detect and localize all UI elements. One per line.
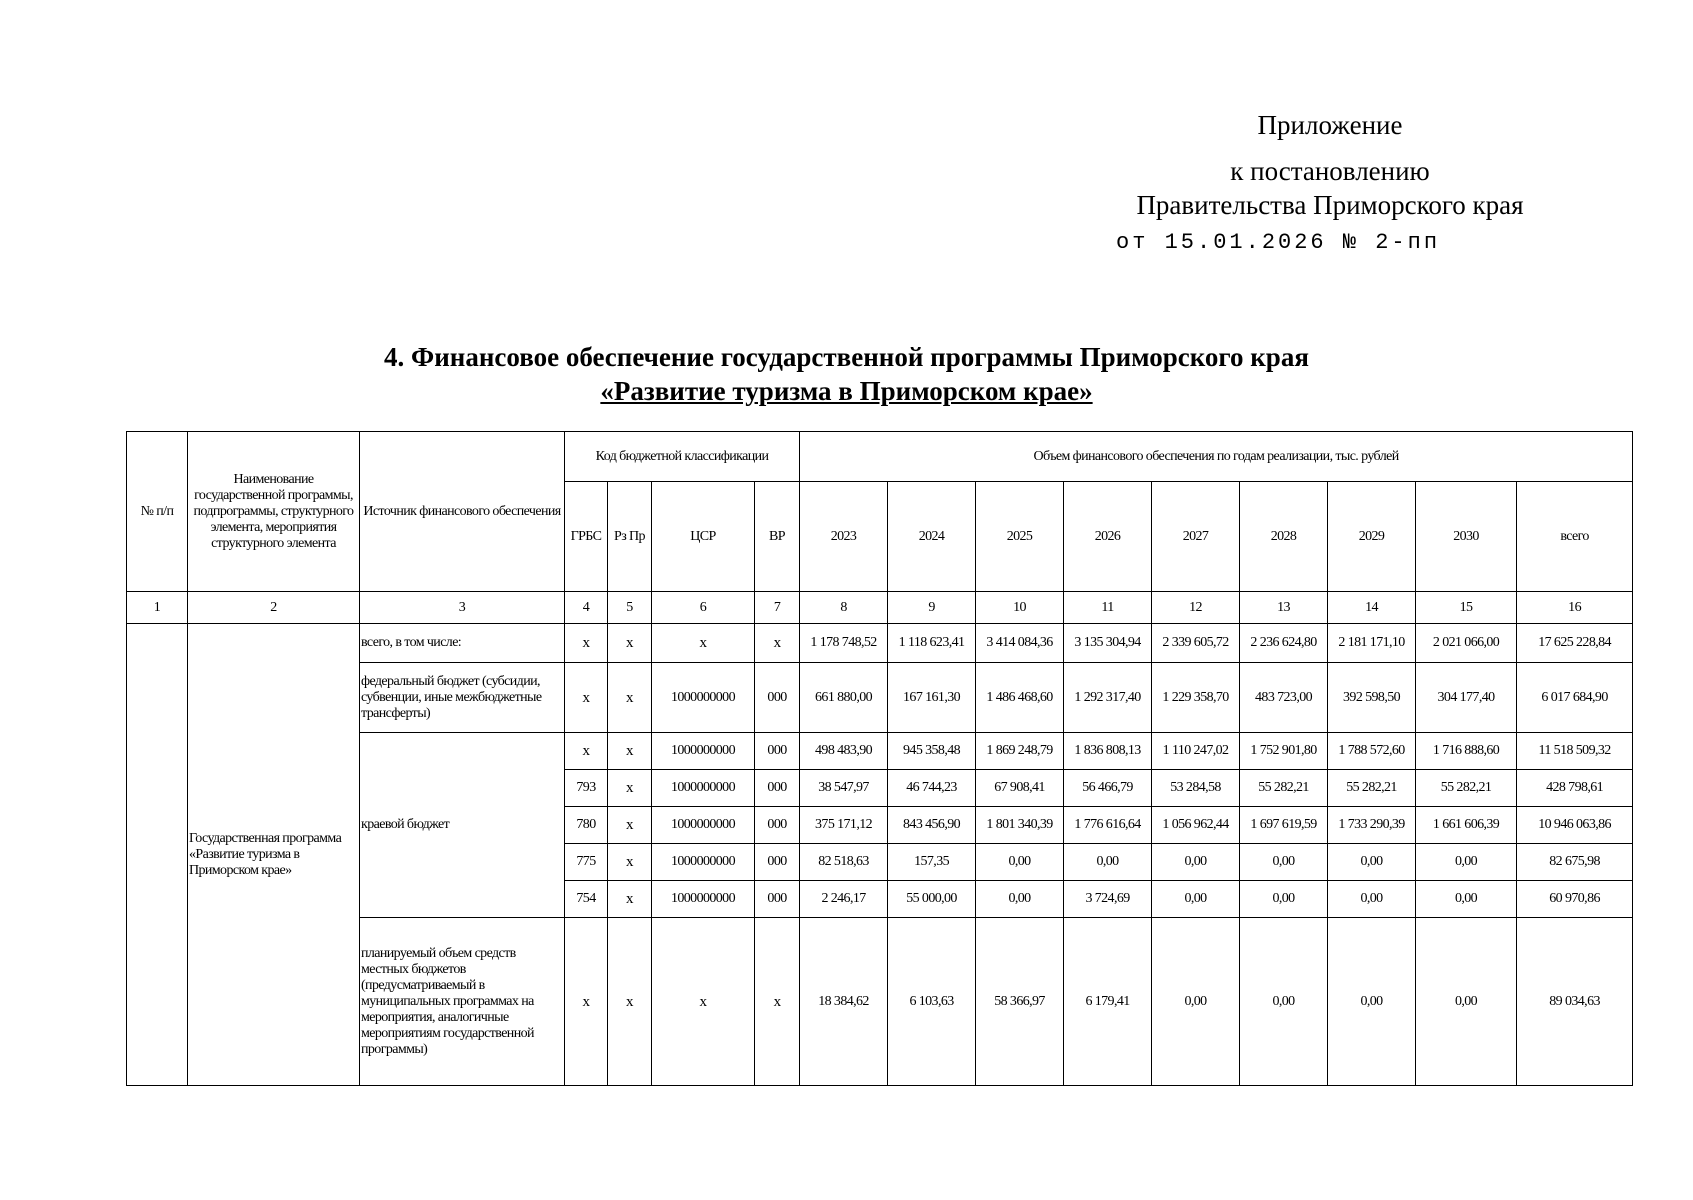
cell-total: 89 034,63	[1517, 918, 1633, 1086]
cell-csr: 1000000000	[652, 807, 755, 844]
cell-value: 0,00	[1240, 918, 1328, 1086]
cell-vr: 000	[755, 733, 800, 770]
appendix-block	[1090, 108, 1570, 260]
cell-csr: 1000000000	[652, 663, 755, 733]
header-year: 2027	[1152, 482, 1240, 592]
cell-value: 0,00	[976, 881, 1064, 918]
cell-vr: x	[755, 918, 800, 1086]
cell-value: 0,00	[1152, 881, 1240, 918]
header-volume: Объем финансового обеспечения по годам реализации, тыс. рублей	[800, 432, 1633, 482]
cell-rzpr: x	[608, 770, 652, 807]
cell-value: 46 744,23	[888, 770, 976, 807]
cell-value: 1 776 616,64	[1064, 807, 1152, 844]
source-regional: краевой бюджет	[360, 733, 565, 918]
column-number: 14	[1328, 592, 1416, 624]
cell-value: 1 056 962,44	[1152, 807, 1240, 844]
appendix-date-number: от 15.01.2026 № 2-пп	[1116, 230, 1441, 255]
cell-csr: 1000000000	[652, 881, 755, 918]
cell-total: 17 625 228,84	[1517, 624, 1633, 663]
cell-csr: x	[652, 624, 755, 663]
cell-grbs: 754	[565, 881, 608, 918]
cell-grbs: 780	[565, 807, 608, 844]
cell-value: 2 246,17	[800, 881, 888, 918]
cell-value: 0,00	[1064, 844, 1152, 881]
column-number: 7	[755, 592, 800, 624]
row-number-cell	[127, 624, 188, 1086]
cell-value: 1 869 248,79	[976, 733, 1064, 770]
cell-vr: 000	[755, 663, 800, 733]
cell-rzpr: x	[608, 881, 652, 918]
cell-value: 38 547,97	[800, 770, 888, 807]
header-csr: ЦСР	[652, 482, 755, 592]
cell-value: 1 716 888,60	[1416, 733, 1517, 770]
cell-rzpr: x	[608, 663, 652, 733]
column-number: 8	[800, 592, 888, 624]
cell-grbs: x	[565, 918, 608, 1086]
financing-table	[126, 431, 1633, 1086]
cell-rzpr: x	[608, 918, 652, 1086]
column-numbers-row	[127, 592, 1633, 624]
cell-value: 53 284,58	[1152, 770, 1240, 807]
header-year: 2030	[1416, 482, 1517, 592]
header-source: Источник финансового обеспечения	[360, 432, 565, 592]
appendix-decree: к постановлению	[1230, 156, 1430, 186]
cell-total: 6 017 684,90	[1517, 663, 1633, 733]
cell-grbs: 793	[565, 770, 608, 807]
cell-rzpr: x	[608, 733, 652, 770]
cell-value: 0,00	[1416, 918, 1517, 1086]
cell-value: 1 178 748,52	[800, 624, 888, 663]
cell-value: 1 661 606,39	[1416, 807, 1517, 844]
cell-value: 0,00	[1416, 844, 1517, 881]
cell-value: 304 177,40	[1416, 663, 1517, 733]
column-number: 15	[1416, 592, 1517, 624]
cell-value: 843 456,90	[888, 807, 976, 844]
cell-total: 60 970,86	[1517, 881, 1633, 918]
cell-rzpr: x	[608, 807, 652, 844]
cell-grbs: x	[565, 663, 608, 733]
cell-value: 56 466,79	[1064, 770, 1152, 807]
cell-total: 428 798,61	[1517, 770, 1633, 807]
cell-csr: 1000000000	[652, 844, 755, 881]
cell-value: 2 236 624,80	[1240, 624, 1328, 663]
column-number: 16	[1517, 592, 1633, 624]
column-number: 5	[608, 592, 652, 624]
cell-value: 498 483,90	[800, 733, 888, 770]
header-year: 2028	[1240, 482, 1328, 592]
cell-value: 1 118 623,41	[888, 624, 976, 663]
cell-value: 945 358,48	[888, 733, 976, 770]
cell-vr: 000	[755, 844, 800, 881]
cell-rzpr: x	[608, 844, 652, 881]
header-grbs: ГРБС	[565, 482, 608, 592]
cell-value: 0,00	[976, 844, 1064, 881]
header-num: № п/п	[127, 432, 188, 592]
cell-value: 1 292 317,40	[1064, 663, 1152, 733]
cell-value: 55 282,21	[1328, 770, 1416, 807]
cell-value: 18 384,62	[800, 918, 888, 1086]
column-number: 11	[1064, 592, 1152, 624]
cell-total: 10 946 063,86	[1517, 807, 1633, 844]
cell-value: 375 171,12	[800, 807, 888, 844]
table-row	[127, 624, 1633, 663]
header-year: 2025	[976, 482, 1064, 592]
source-all: всего, в том числе:	[360, 624, 565, 663]
appendix-title: Приложение	[1257, 110, 1403, 140]
cell-value: 1 486 468,60	[976, 663, 1064, 733]
cell-grbs: 775	[565, 844, 608, 881]
cell-value: 157,35	[888, 844, 976, 881]
column-number: 4	[565, 592, 608, 624]
cell-value: 82 518,63	[800, 844, 888, 881]
column-number: 2	[188, 592, 360, 624]
program-title: «Развитие туризма в Приморском крае»	[600, 376, 1093, 406]
cell-value: 1 697 619,59	[1240, 807, 1328, 844]
header-year: 2023	[800, 482, 888, 592]
cell-vr: 000	[755, 770, 800, 807]
cell-total: 82 675,98	[1517, 844, 1633, 881]
cell-value: 0,00	[1152, 844, 1240, 881]
cell-total: 11 518 509,32	[1517, 733, 1633, 770]
cell-grbs: x	[565, 733, 608, 770]
cell-value: 1 836 808,13	[1064, 733, 1152, 770]
cell-value: 483 723,00	[1240, 663, 1328, 733]
cell-value: 1 110 247,02	[1152, 733, 1240, 770]
header-budget-code: Код бюджетной классификации	[565, 432, 800, 482]
column-number: 1	[127, 592, 188, 624]
cell-value: 392 598,50	[1328, 663, 1416, 733]
section-title: 4. Финансовое обеспечение государственной программы Приморского края	[384, 342, 1309, 372]
cell-csr: x	[652, 918, 755, 1086]
column-number: 9	[888, 592, 976, 624]
header-year: 2026	[1064, 482, 1152, 592]
cell-value: 2 181 171,10	[1328, 624, 1416, 663]
cell-value: 2 339 605,72	[1152, 624, 1240, 663]
source-federal: федеральный бюджет (субсидии, субвенции, иные межбюджетные трансферты)	[360, 663, 565, 733]
program-name-cell: Государственная программа «Развитие туризма в Приморском крае»	[188, 624, 360, 1086]
cell-value: 1 752 901,80	[1240, 733, 1328, 770]
cell-value: 661 880,00	[800, 663, 888, 733]
header-year: 2024	[888, 482, 976, 592]
cell-value: 0,00	[1328, 844, 1416, 881]
header-row-1	[127, 432, 1633, 482]
cell-value: 0,00	[1328, 881, 1416, 918]
cell-value: 1 733 290,39	[1328, 807, 1416, 844]
cell-value: 167 161,30	[888, 663, 976, 733]
cell-value: 3 135 304,94	[1064, 624, 1152, 663]
cell-value: 0,00	[1328, 918, 1416, 1086]
header-rzpr: Рз Пр	[608, 482, 652, 592]
cell-value: 6 179,41	[1064, 918, 1152, 1086]
cell-value: 1 801 340,39	[976, 807, 1064, 844]
cell-value: 3 724,69	[1064, 881, 1152, 918]
header-vr: ВР	[755, 482, 800, 592]
cell-value: 6 103,63	[888, 918, 976, 1086]
cell-value: 55 000,00	[888, 881, 976, 918]
cell-value: 55 282,21	[1240, 770, 1328, 807]
cell-value: 0,00	[1152, 918, 1240, 1086]
cell-csr: 1000000000	[652, 770, 755, 807]
cell-csr: 1000000000	[652, 733, 755, 770]
cell-vr: x	[755, 624, 800, 663]
column-number: 6	[652, 592, 755, 624]
column-number: 10	[976, 592, 1064, 624]
cell-value: 3 414 084,36	[976, 624, 1064, 663]
cell-value: 0,00	[1416, 881, 1517, 918]
cell-grbs: x	[565, 624, 608, 663]
cell-value: 0,00	[1240, 844, 1328, 881]
column-number: 12	[1152, 592, 1240, 624]
cell-vr: 000	[755, 881, 800, 918]
source-local: планируемый объем средств местных бюджетов (предусматриваемый в муниципальных программах на мероприятия, аналогичные мероприятиям государственной программы)	[360, 918, 565, 1086]
column-number: 13	[1240, 592, 1328, 624]
cell-rzpr: x	[608, 624, 652, 663]
header-year: 2029	[1328, 482, 1416, 592]
cell-value: 1 788 572,60	[1328, 733, 1416, 770]
cell-value: 67 908,41	[976, 770, 1064, 807]
cell-vr: 000	[755, 807, 800, 844]
appendix-government: Правительства Приморского края	[1136, 190, 1524, 220]
cell-value: 0,00	[1240, 881, 1328, 918]
column-number: 3	[360, 592, 565, 624]
cell-value: 1 229 358,70	[1152, 663, 1240, 733]
cell-value: 55 282,21	[1416, 770, 1517, 807]
cell-value: 2 021 066,00	[1416, 624, 1517, 663]
header-total: всего	[1517, 482, 1633, 592]
cell-value: 58 366,97	[976, 918, 1064, 1086]
header-name: Наименование государственной программы, подпрограммы, структурного элемента, мероприятия структурного элемента	[188, 432, 360, 592]
